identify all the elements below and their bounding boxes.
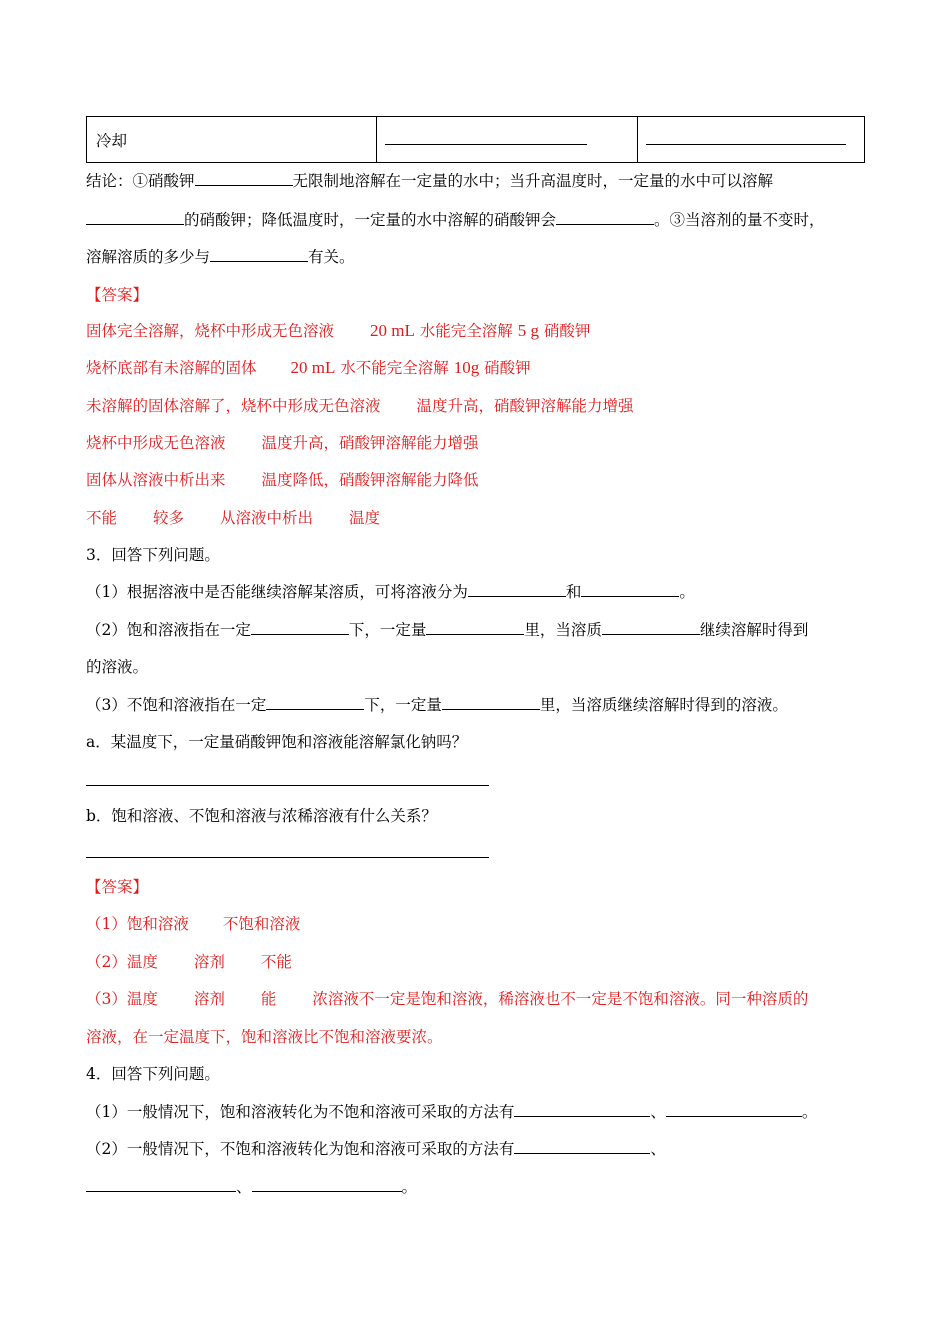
table-cell-label: 冷却 (87, 117, 377, 163)
answer-line-blank[interactable] (86, 785, 489, 786)
fill-blank[interactable] (556, 210, 654, 225)
question-line: （1）一般情况下，饱和溶液转化为不饱和溶液可采取的方法有 、 。 (86, 1103, 818, 1121)
answer-line: （3）温度 溶剂 能 浓溶液不一定是饱和溶液，稀溶液也不一定是不饱和溶液。同一种溶质的 (86, 990, 809, 1008)
question-line: b．饱和溶液、不饱和溶液与浓稀溶液有什么关系？ (86, 807, 437, 825)
question-line: （2）饱和溶液指在一定 下，一定量 里，当溶质 继续溶解时得到 (86, 621, 809, 639)
question-line: 、 。 (86, 1177, 417, 1197)
answer-line: 溶液，在一定温度下，饱和溶液比不饱和溶液要浓。 (86, 1028, 443, 1046)
table-cell-blank (638, 117, 865, 163)
answer-tag: 【答案】 (86, 286, 149, 304)
answer-line: （2）温度 溶剂 不能 (86, 953, 292, 971)
fill-blank[interactable] (514, 1102, 650, 1117)
fill-blank[interactable] (442, 695, 540, 710)
fill-blank[interactable] (252, 1177, 402, 1192)
conclusion-line-2: 的硝酸钾；降低温度时，一定量的水中溶解的硝酸钾会 。③当溶剂的量不变时， (86, 210, 825, 230)
question-line: （3）不饱和溶液指在一定 下，一定量 里，当溶质继续溶解时得到的溶液。 (86, 696, 788, 714)
conclusion-line-3: 溶解溶质的多少与 有关。 (86, 248, 355, 266)
fill-blank[interactable] (210, 247, 308, 262)
fill-blank[interactable] (426, 620, 524, 635)
conclusion-line-1: 结论：①硝酸钾 无限制地溶解在一定量的水中；当升高温度时，一定量的水中可以溶解 (86, 172, 774, 190)
answer-line: （1）饱和溶液 不饱和溶液 (86, 915, 301, 933)
answer-line: 固体从溶液中析出来 温度降低，硝酸钾溶解能力降低 (86, 471, 479, 489)
answer-line: 未溶解的固体溶解了，烧杯中形成无色溶液 温度升高，硝酸钾溶解能力增强 (86, 397, 634, 415)
question-title: 3．回答下列问题。 (86, 546, 220, 564)
fill-blank[interactable] (86, 210, 184, 225)
answer-line-blank[interactable] (86, 857, 489, 858)
question-line: （1）根据溶液中是否能继续溶解某溶质，可将溶液分为 和 。 (86, 583, 695, 601)
table-row (87, 117, 865, 163)
fill-blank[interactable] (385, 144, 587, 145)
question-title: 4．回答下列问题。 (86, 1065, 220, 1083)
fill-blank[interactable] (514, 1139, 650, 1154)
fill-blank[interactable] (468, 582, 566, 597)
fill-blank[interactable] (251, 620, 349, 635)
fill-blank[interactable] (266, 695, 364, 710)
fill-blank[interactable] (666, 1102, 802, 1117)
fill-blank[interactable] (86, 1177, 236, 1192)
question-line: （2）一般情况下，不饱和溶液转化为饱和溶液可采取的方法有 、 (86, 1140, 666, 1158)
question-line: a．某温度下，一定量硝酸钾饱和溶液能溶解氯化钠吗？ (86, 733, 468, 751)
answer-line: 烧杯底部有未溶解的固体 20 mL 水不能完全溶解 10g 硝酸钾 (86, 358, 531, 377)
table-cell-blank (377, 117, 638, 163)
experiment-table (86, 116, 865, 163)
fill-blank[interactable] (646, 144, 846, 145)
fill-blank[interactable] (581, 582, 679, 597)
fill-blank[interactable] (602, 620, 700, 635)
answer-line: 烧杯中形成无色溶液 温度升高，硝酸钾溶解能力增强 (86, 434, 479, 452)
answer-line: 固体完全溶解，烧杯中形成无色溶液 20 mL 水能完全溶解 5 g 硝酸钾 (86, 321, 591, 340)
answer-line: 不能 较多 从溶液中析出 温度 (86, 509, 381, 527)
question-line: 的溶液。 (86, 658, 149, 676)
fill-blank[interactable] (195, 171, 293, 186)
answer-tag: 【答案】 (86, 878, 149, 896)
